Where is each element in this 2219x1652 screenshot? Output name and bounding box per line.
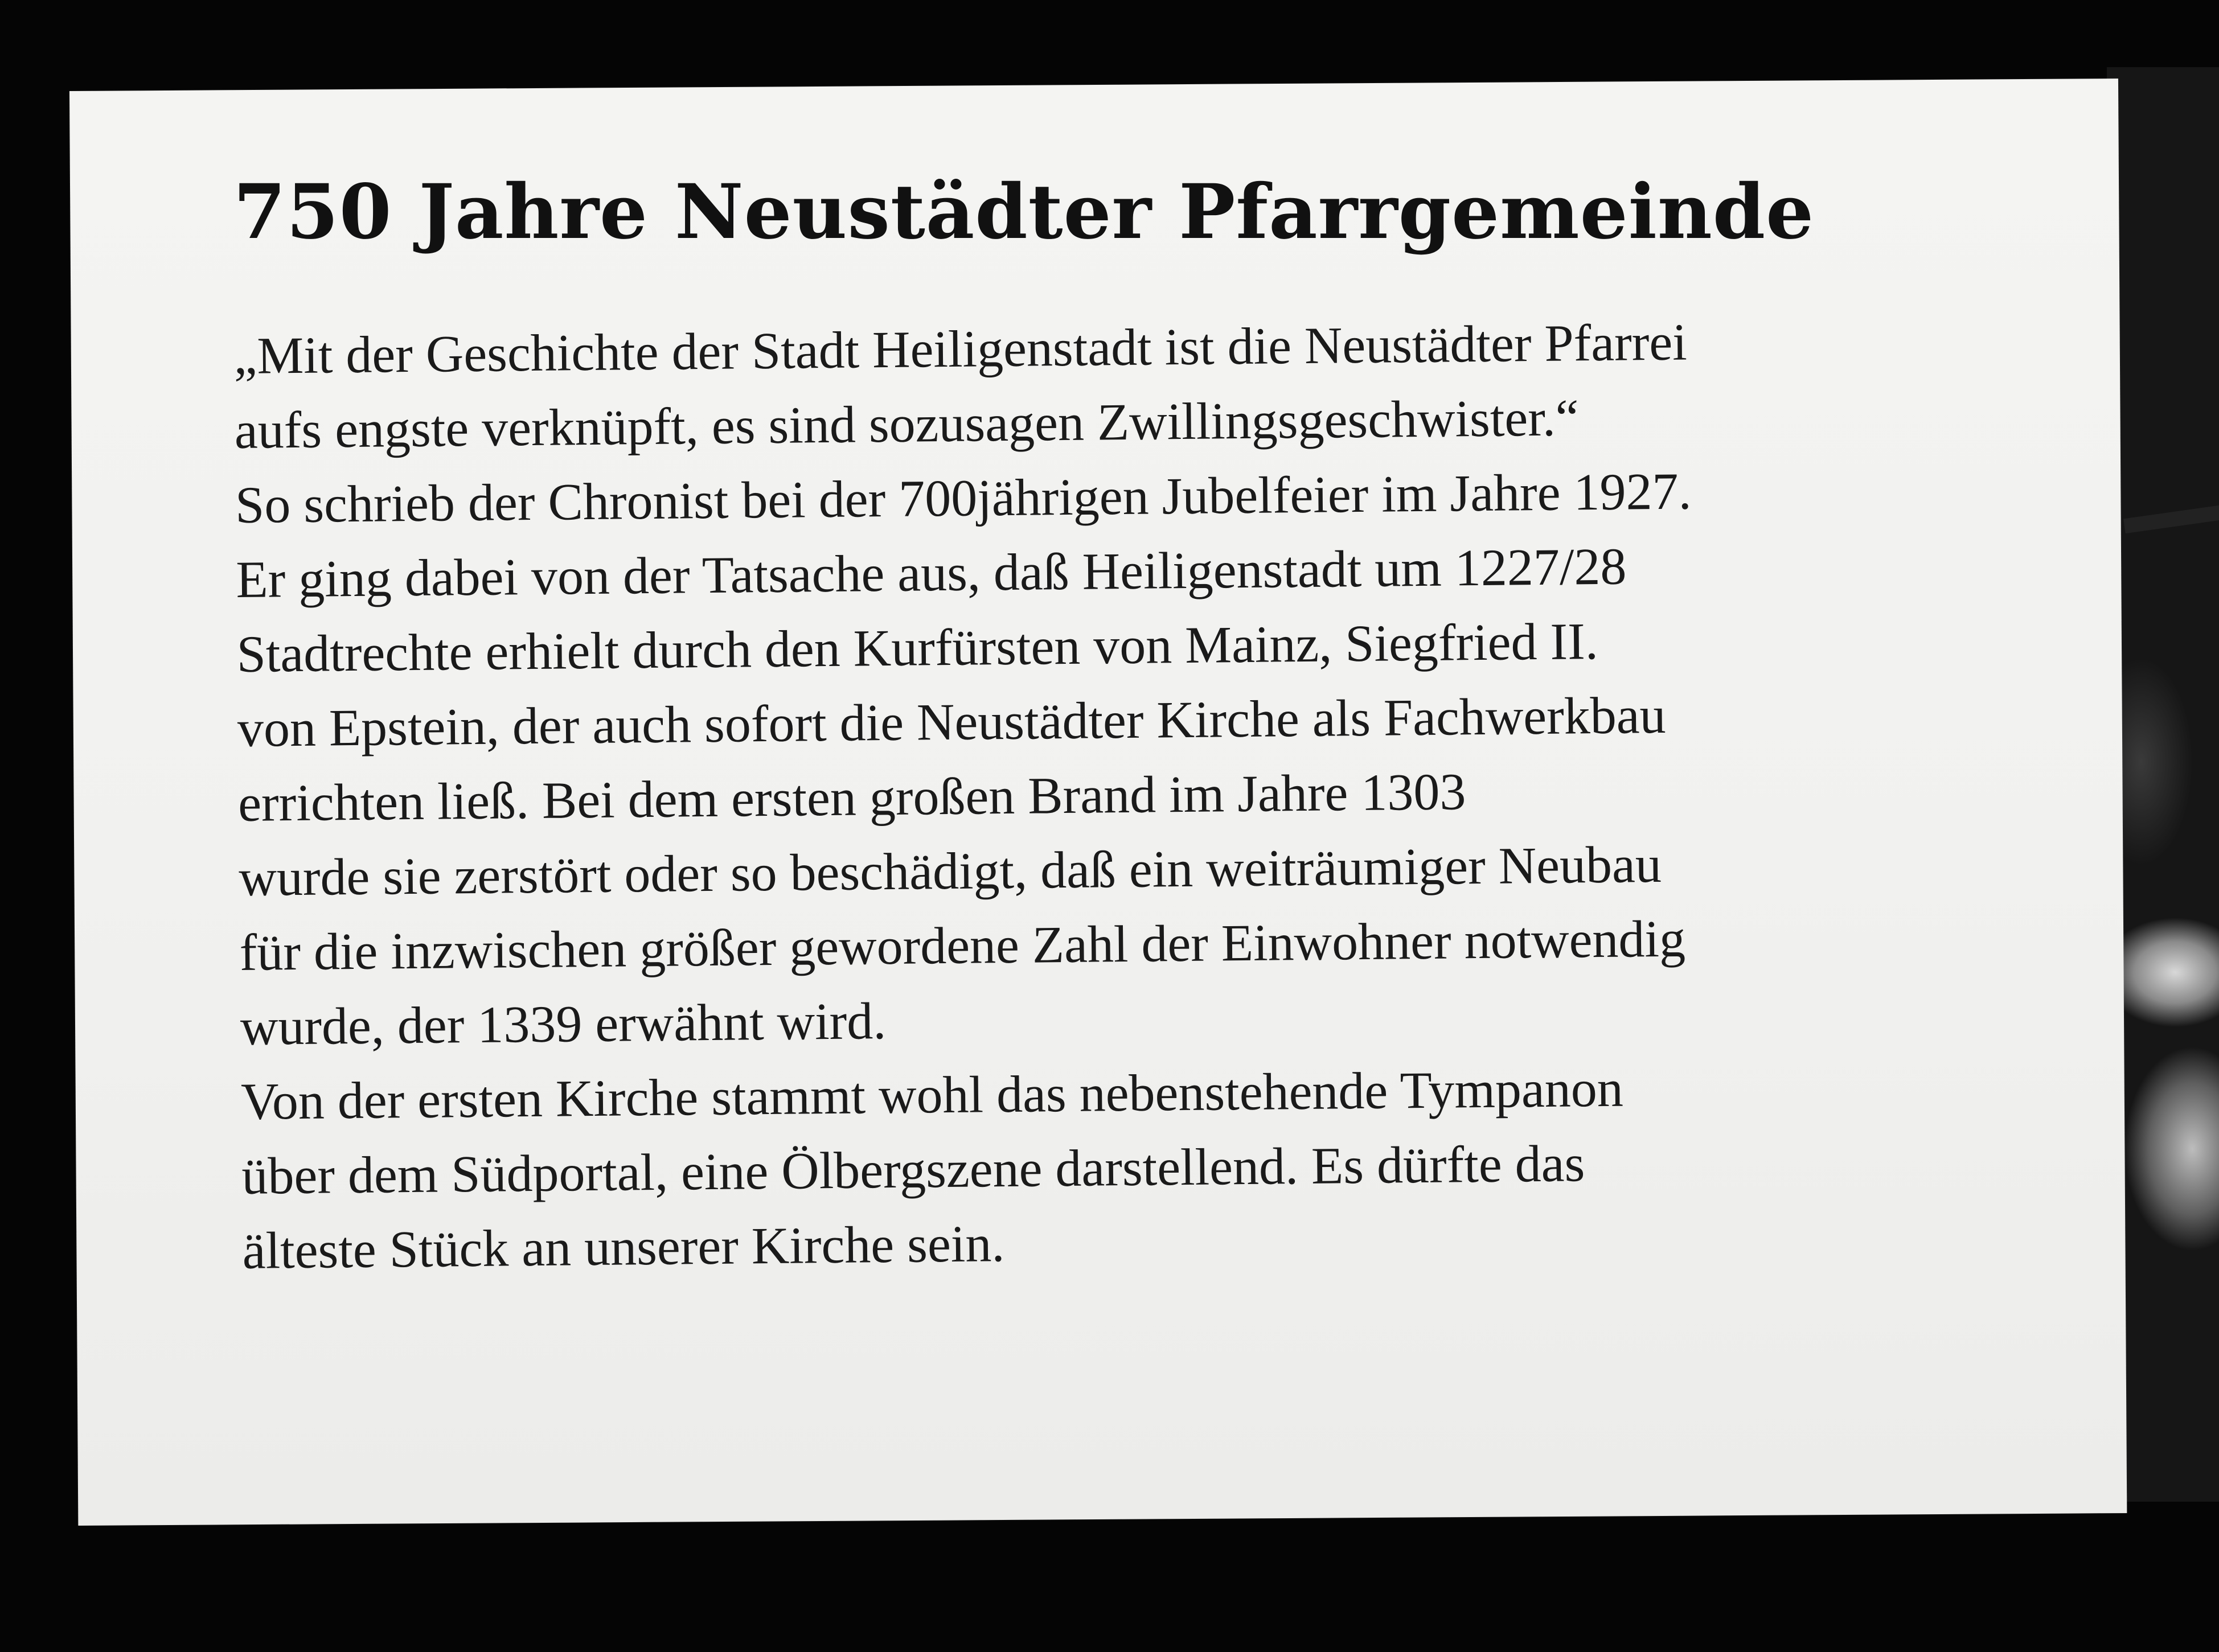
body-line: über dem Südportal, eine Ölbergszene darstellend. Es dürfte das xyxy=(241,1134,1585,1205)
body-line: von Epstein, der auch sofort die Neustädter Kirche als Fachwerkbau xyxy=(237,685,1667,758)
body-line: älteste Stück an unserer Kirche sein. xyxy=(242,1214,1005,1280)
body-line: Von der ersten Kirche stammt wohl das nebenstehende Tympanon xyxy=(240,1059,1624,1131)
body-line: aufs engste verknüpft, es sind sozusagen Zwillingsgeschwister.“ xyxy=(234,388,1580,459)
body-line: für die inzwischen größer gewordene Zahl der Einwohner notwendig xyxy=(239,909,1686,981)
photo-crease xyxy=(2123,504,2219,533)
body-line: So schrieb der Chronist bei der 700jährigen Jubelfeier im Jahre 1927. xyxy=(235,462,1692,534)
body-line: „Mit der Geschichte der Stadt Heiligenstadt ist die Neustädter Pfarrei xyxy=(233,313,1688,385)
body-line: errichten ließ. Bei dem ersten großen Brand im Jahre 1303 xyxy=(237,762,1466,832)
body-line: wurde sie zerstört oder so beschädigt, daß ein weiträumiger Neubau xyxy=(238,835,1662,907)
body-line: Er ging dabei von der Tatsache aus, daß Heiligenstadt um 1227/28 xyxy=(235,537,1627,609)
body-line: wurde, der 1339 erwähnt wird. xyxy=(240,992,887,1056)
document-body xyxy=(233,302,1951,1288)
body-line: Stadtrechte erhielt durch den Kurfürsten von Mainz, Siegfried II. xyxy=(236,612,1599,683)
document-title: 750 Jahre Neustädter Pfarrgemeinde xyxy=(233,168,1815,256)
